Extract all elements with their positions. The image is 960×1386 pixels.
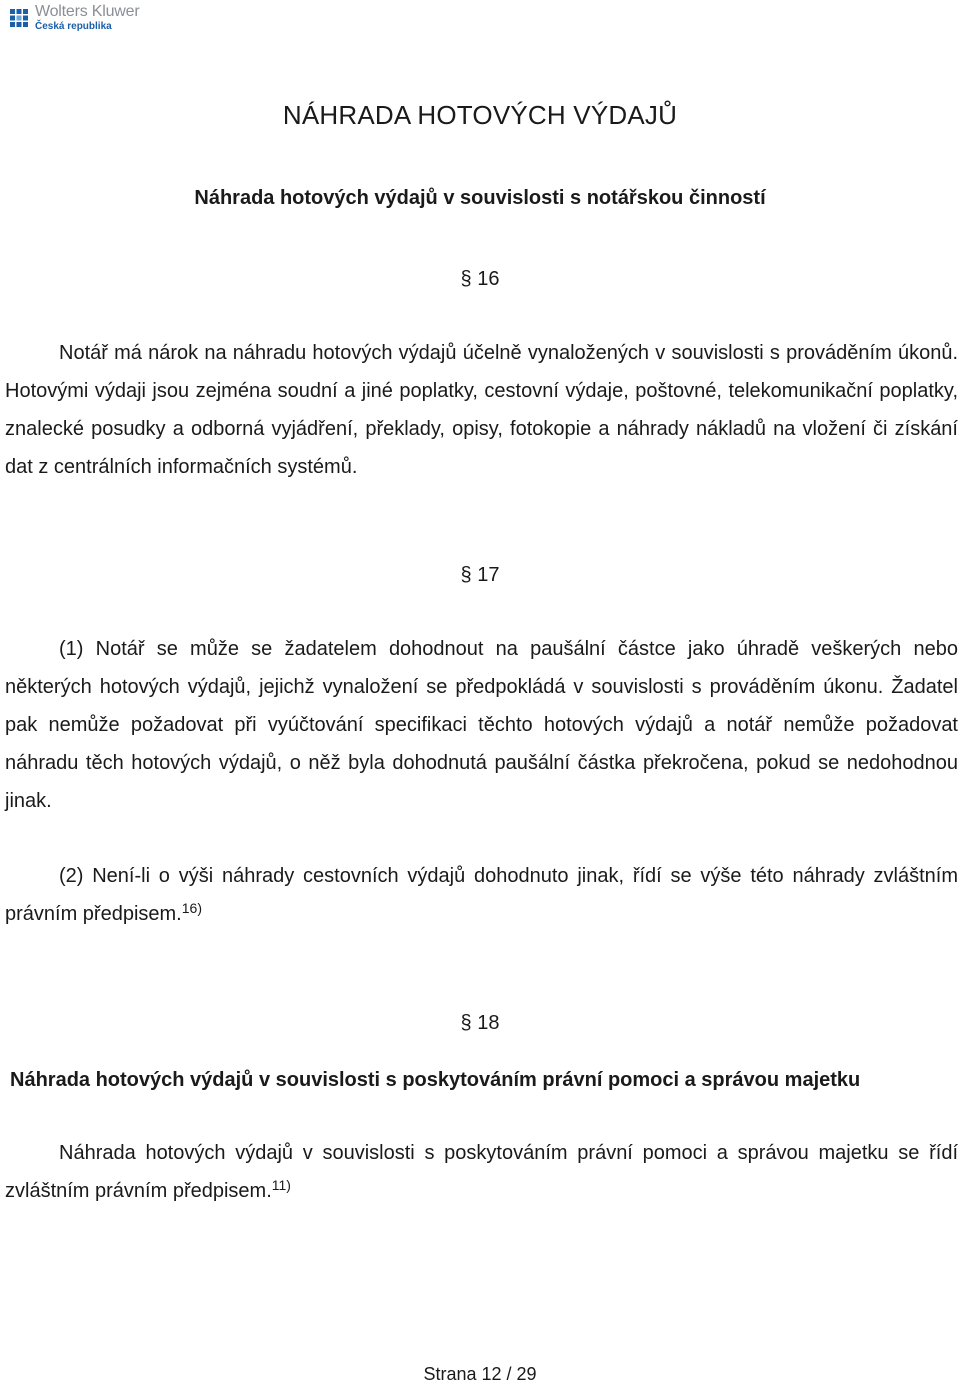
section-18-body [5,1134,958,1210]
section-18-paragraph-text: Náhrada hotových výdajů v souvislosti s poskytováním právní pomoci a správou majetku se řídí zvláštním právním předpisem. [5,1142,958,1202]
section-16-paragraph: Notář má nárok na náhradu hotových výdajů účelně vynaložených v souvislosti s prováděním úkonů. Hotovými výdaji jsou zejména soudní a jiné poplatky, cestovní výdaje, poštovné, telekomunikační poplatky, znalecké posudky a odborná vyjádření, překlady, opisy, fotokopie a náhrady nákladů na vložení či získání dat z centrálních informačních systémů. [5,342,958,478]
footnote-ref-11[interactable]: 11) [271,1177,291,1193]
document-subtitle: Náhrada hotových výdajů v souvislosti s notářskou činností [194,187,766,209]
document-title: NÁHRADA HOTOVÝCH VÝDAJŮ [282,100,678,130]
section-17-body-2 [5,857,958,933]
page-number: Strana 12 / 29 [423,1364,537,1384]
section-16-label: § 16 [460,268,500,290]
wolters-kluwer-logo-icon [8,7,30,29]
logo-country-text: Česká republika [35,21,112,32]
logo-brand-text: Wolters Kluwer [35,3,140,20]
section-18-heading: Náhrada hotových výdajů v souvislosti s poskytováním právní pomoci a správou majetku [10,1069,861,1091]
section-17-label: § 17 [460,564,500,586]
section-17-paragraph-1: (1) Notář se může se žadatelem dohodnout na paušální částce jako úhradě veškerých nebo některých hotových výdajů, jejichž vynaložení se předpokládá v souvislosti s prováděním úkonu. Žadatel pak nemůže požadovat při vyúčtování specifikaci těchto hotových výdajů a notář nemůže požadovat náhradu těch hotových výdajů, o něž byla dohodnutá paušální částka překročena, pokud se nedohodnou jinak. [5,638,958,812]
section-18-label: § 18 [460,1012,500,1034]
footnote-ref-16[interactable]: 16) [181,900,202,916]
section-16-body [5,334,958,486]
section-17-body-1 [5,630,958,820]
publisher-logo [8,4,140,32]
section-18-paragraph [5,1134,958,1210]
section-17-paragraph-2 [5,857,958,933]
section-17-paragraph-2-text: (2) Není-li o výši náhrady cestovních výdajů dohodnuto jinak, řídí se výše této náhrady zvláštním právním předpisem. [5,865,958,925]
